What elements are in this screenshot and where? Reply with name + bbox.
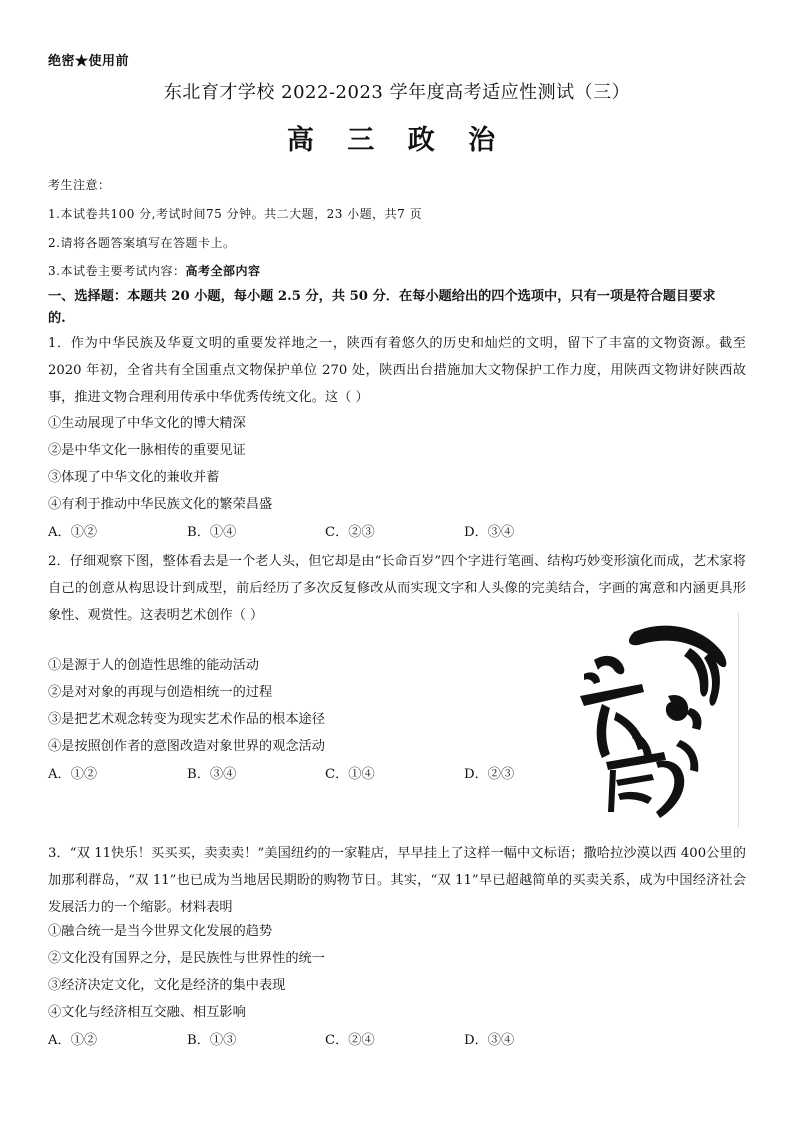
calligraphy-portrait-drawing	[572, 612, 738, 828]
question-3-answer-b: B．①③	[187, 1033, 237, 1048]
question-1-answer-d: D．③④	[464, 525, 515, 540]
question-1-option-1: ①生动展现了中华文化的博大精深	[48, 416, 246, 431]
question-1-answer-c: C．②③	[325, 525, 375, 540]
notice-item-2: 2.请将各题答案填写在答题卡上。	[48, 236, 236, 250]
question-1-answer-a: A．①②	[48, 525, 98, 540]
section-1-line-1: 一、选择题：本题共 20 小题，每小题 2.5 分，共 50 分．在每小题给出的四个选项中，只有一项是符合题目要求	[48, 289, 716, 304]
question-1-option-4: ④有利于推动中华民族文化的繁荣昌盛	[48, 497, 273, 512]
question-3-stem: 3．“双 11快乐！买买买，卖卖卖！”美国纽约的一家鞋店，早早挂上了这样一幅中文标语；撒哈拉沙漠以西 400公里的加那利群岛，“双 11”也已成为当地居民期盼的购物节日。其实，“双 11”早已超越简单的买卖关系，成为中国经济社会发展活力的一个缩影。材料表明	[48, 846, 746, 915]
question-2-answer-d: D．②③	[464, 767, 515, 782]
exam-title: 高 三 政 治	[286, 125, 508, 156]
question-3-answer-a: A．①②	[48, 1033, 98, 1048]
question-2-option-3: ③是把艺术观念转变为现实艺术作品的根本途径	[48, 712, 325, 727]
section-1-heading	[48, 286, 748, 330]
section-1-line-2: 的.	[48, 311, 66, 326]
question-3-option-4: ④文化与经济相互交融、相互影响	[48, 1005, 246, 1020]
exam-subtitle: 东北育才学校 2022-2023 学年度高考适应性测试（三）	[163, 82, 631, 103]
notice-item-1: 1.本试卷共100 分,考试时间75 分钟。共二大题，23 小题，共7 页	[48, 207, 423, 221]
notice-item-3-bold: 高考全部内容	[185, 264, 261, 278]
question-3-option-2: ②文化没有国界之分，是民族性与世界性的统一	[48, 951, 325, 966]
question-2-answer-a: A．①②	[48, 767, 98, 782]
notice-heading: 考生注意：	[48, 178, 111, 192]
question-1-option-3: ③体现了中华文化的兼收并蓄	[48, 470, 220, 485]
question-3-option-3: ③经济决定文化，文化是经济的集中表现	[48, 978, 286, 993]
question-2-option-1: ①是源于人的创造性思维的能动活动	[48, 658, 259, 673]
question-2-option-2: ②是对对象的再现与创造相统一的过程	[48, 685, 273, 700]
question-2-option-4: ④是按照创作者的意图改造对象世界的观念活动	[48, 739, 325, 754]
question-1-option-2: ②是中华文化一脉相传的重要见证	[48, 443, 246, 458]
notice-item-3-prefix: 3.本试卷主要考试内容：	[48, 264, 186, 278]
confidential-label: 绝密★使用前	[48, 54, 130, 69]
question-3-option-1: ①融合统一是当今世界文化发展的趋势	[48, 924, 273, 939]
question-2-answer-b: B．③④	[187, 767, 237, 782]
question-3-answer-d: D．③④	[464, 1033, 515, 1048]
question-2-answer-c: C．①④	[325, 767, 375, 782]
calligraphy-old-man-head-image	[572, 612, 739, 828]
question-1-answer-b: B．①④	[187, 525, 237, 540]
question-2-stem: 2．仔细观察下图，整体看去是一个老人头，但它却是由“长命百岁”四个字进行笔画、结构巧妙变形演化而成，艺术家将自己的创意从构思设计到成型，前后经历了多次反复修改从而实现文字和人头像的完美结合，字画的寓意和内涵更具形象性、观赏性。这表明艺术创作（ ）	[48, 554, 746, 623]
question-1-stem: 1．作为中华民族及华夏文明的重要发祥地之一，陕西有着悠久的历史和灿烂的文明，留下了丰富的文物资源。截至 2020 年初，全省共有全国重点文物保护单位 270 处，陕西出台措施加大文物保护工作力度，用陕西文物讲好陕西故事，推进文物合理利用传承中华优秀传统文化。这（ ）	[48, 336, 746, 405]
notice-item-3	[48, 260, 260, 282]
question-3-answer-c: C．②④	[325, 1033, 375, 1048]
